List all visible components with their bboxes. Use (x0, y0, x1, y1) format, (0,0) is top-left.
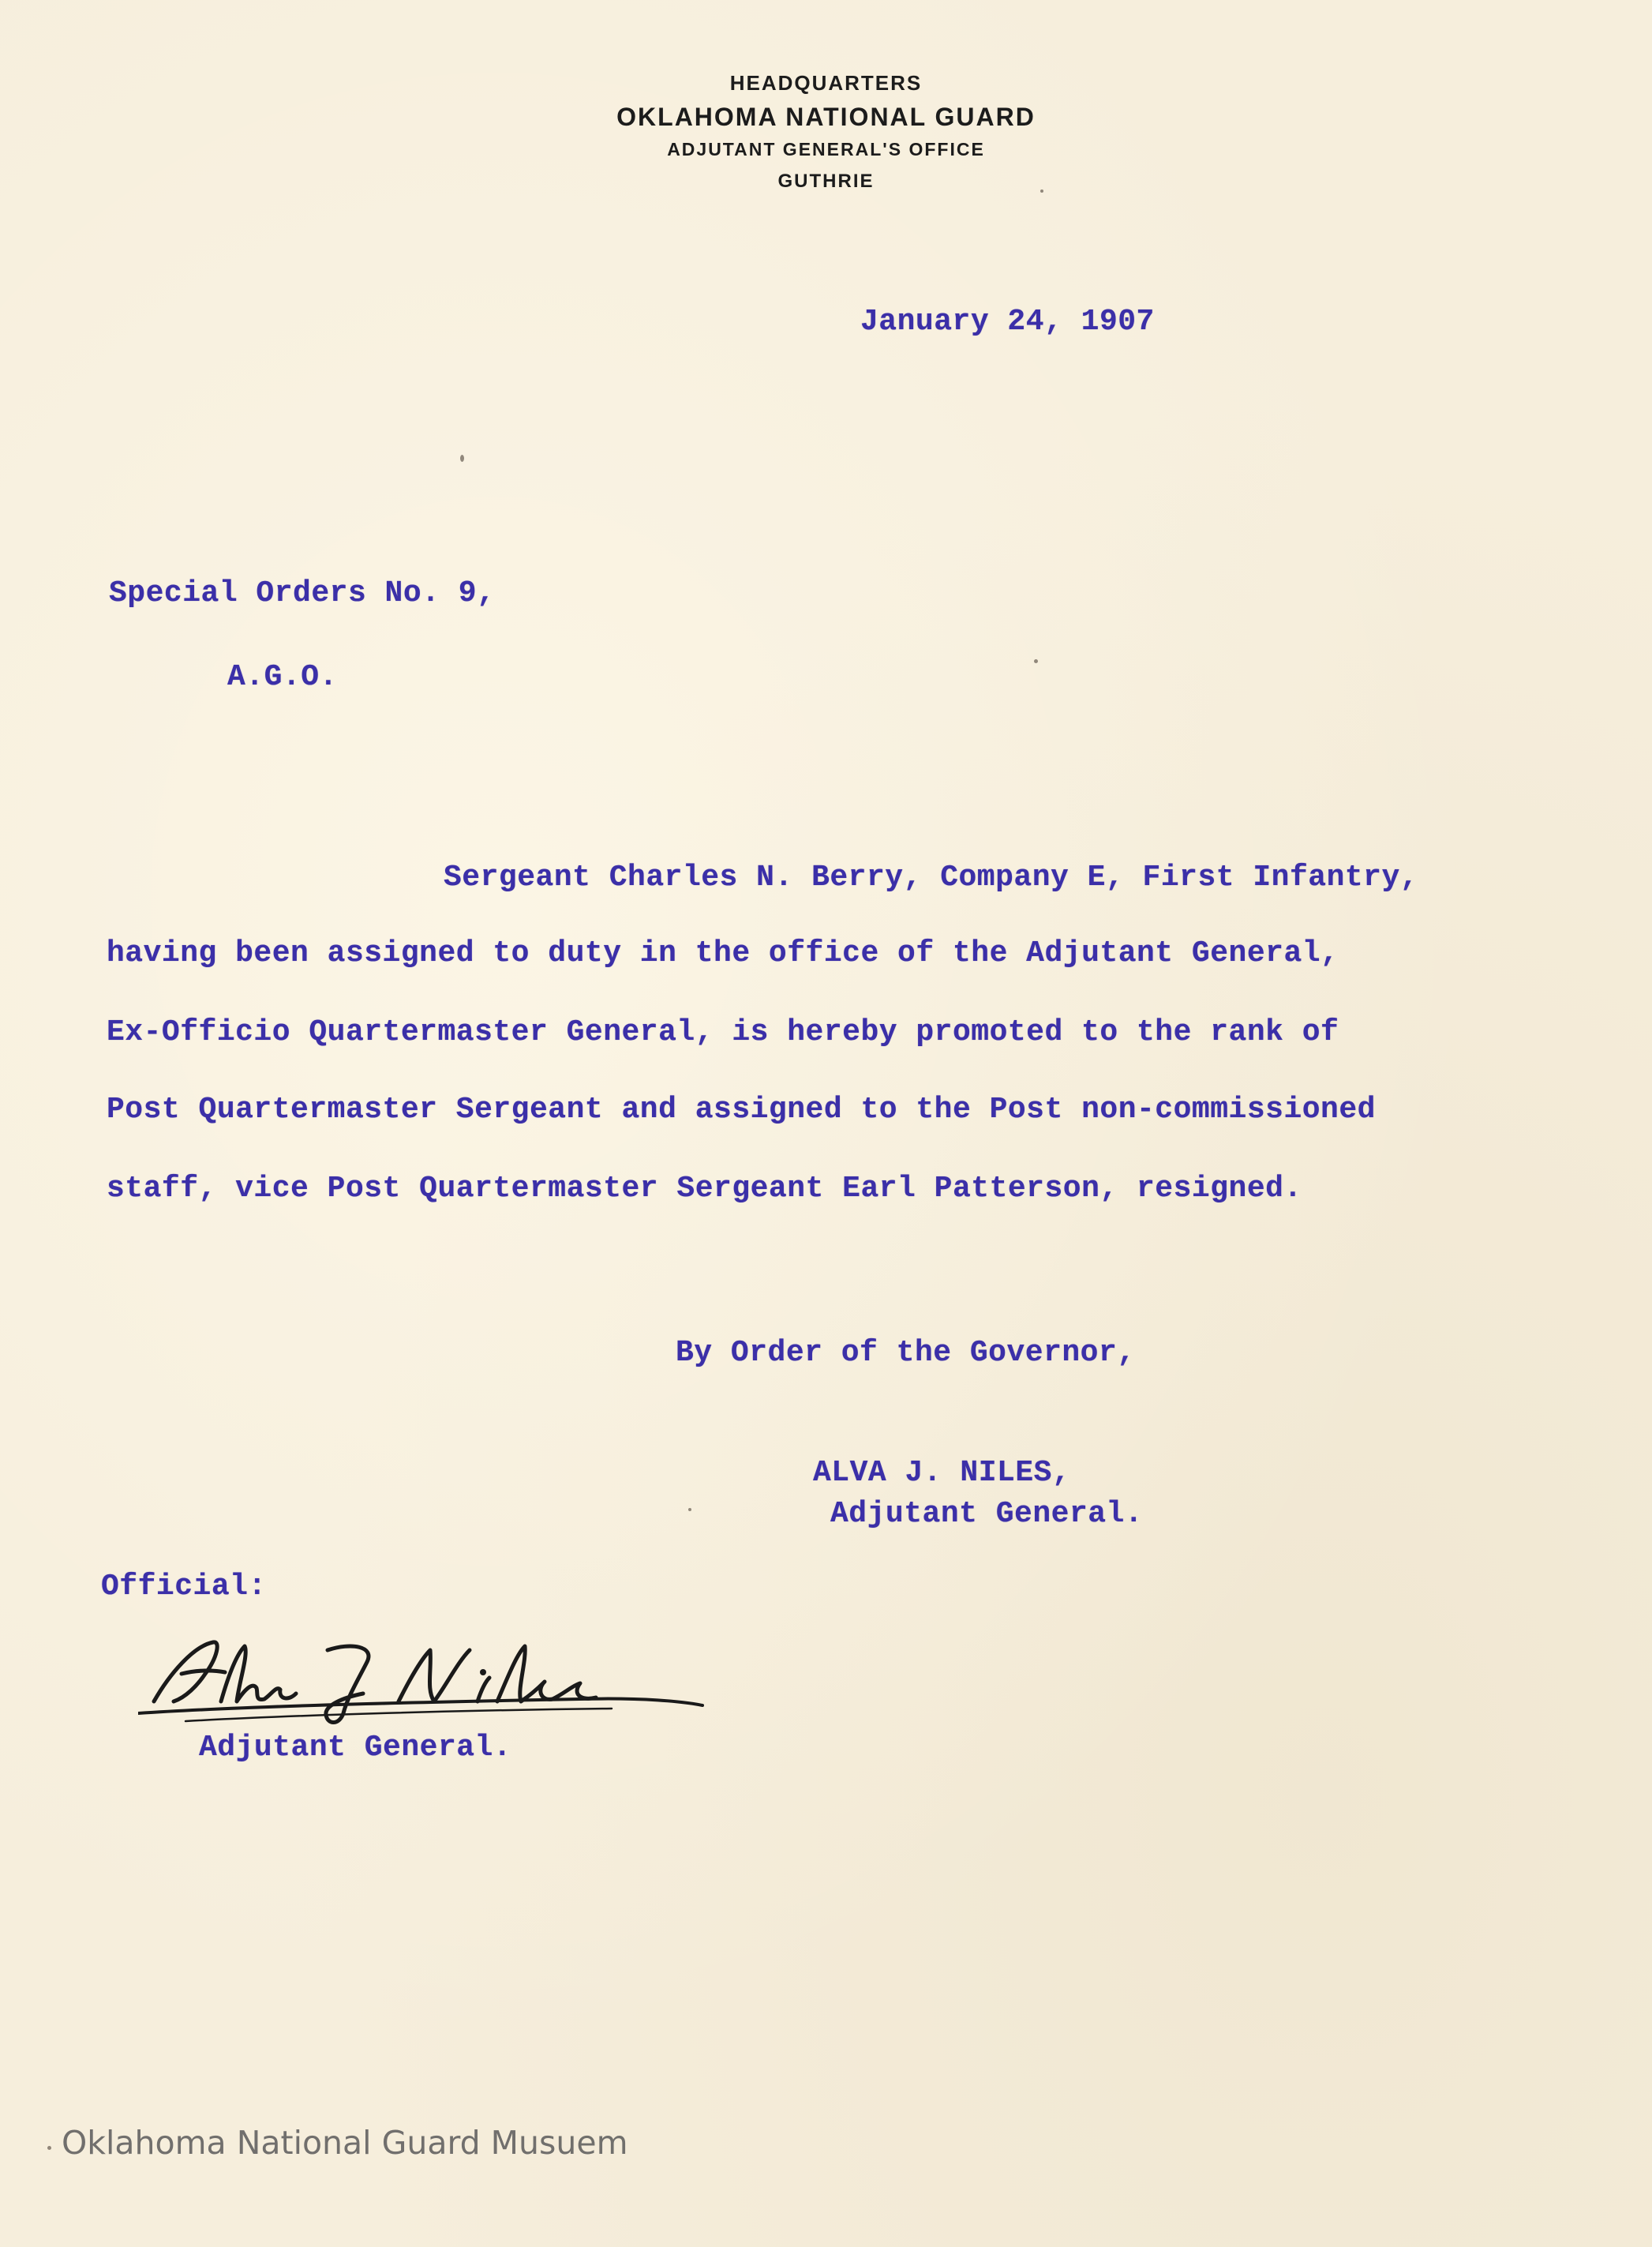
closing-line: By Order of the Governor, (676, 1336, 1136, 1370)
letterhead-organization: OKLAHOMA NATIONAL GUARD (616, 103, 1036, 131)
body-line-1: Sergeant Charles N. Berry, Company E, First Infantry, (444, 861, 1419, 895)
body-line-4: Post Quartermaster Sergeant and assigned to the Post non-commissioned (107, 1093, 1376, 1127)
letterhead-headquarters: HEADQUARTERS (729, 71, 923, 95)
paper-speck (1040, 189, 1043, 193)
paper-speck (688, 1508, 691, 1511)
body-line-2: having been assigned to duty in the office of the Adjutant General, (107, 936, 1339, 970)
order-number: Special Orders No. 9, (109, 576, 496, 610)
signer-title: Adjutant General. (830, 1497, 1144, 1531)
letterhead-city: GUTHRIE (777, 171, 875, 192)
signer-name: ALVA J. NILES, (813, 1456, 1071, 1490)
handwritten-signature (138, 1626, 706, 1729)
paper-speck (460, 455, 464, 462)
body-line-5: staff, vice Post Quartermaster Sergeant Earl Patterson, resigned. (107, 1172, 1302, 1206)
museum-watermark: Oklahoma National Guard Musuem (62, 2124, 628, 2162)
official-title: Adjutant General. (199, 1731, 512, 1765)
paper-speck (47, 2146, 51, 2150)
body-line-3: Ex-Officio Quartermaster General, is hereby promoted to the rank of (107, 1015, 1339, 1049)
office-abbreviation: A.G.O. (227, 660, 338, 694)
letter-date: January 24, 1907 (860, 305, 1155, 339)
official-label: Official: (101, 1570, 267, 1604)
paper-speck (1034, 659, 1038, 663)
letterhead-office: ADJUTANT GENERAL'S OFFICE (667, 139, 985, 159)
